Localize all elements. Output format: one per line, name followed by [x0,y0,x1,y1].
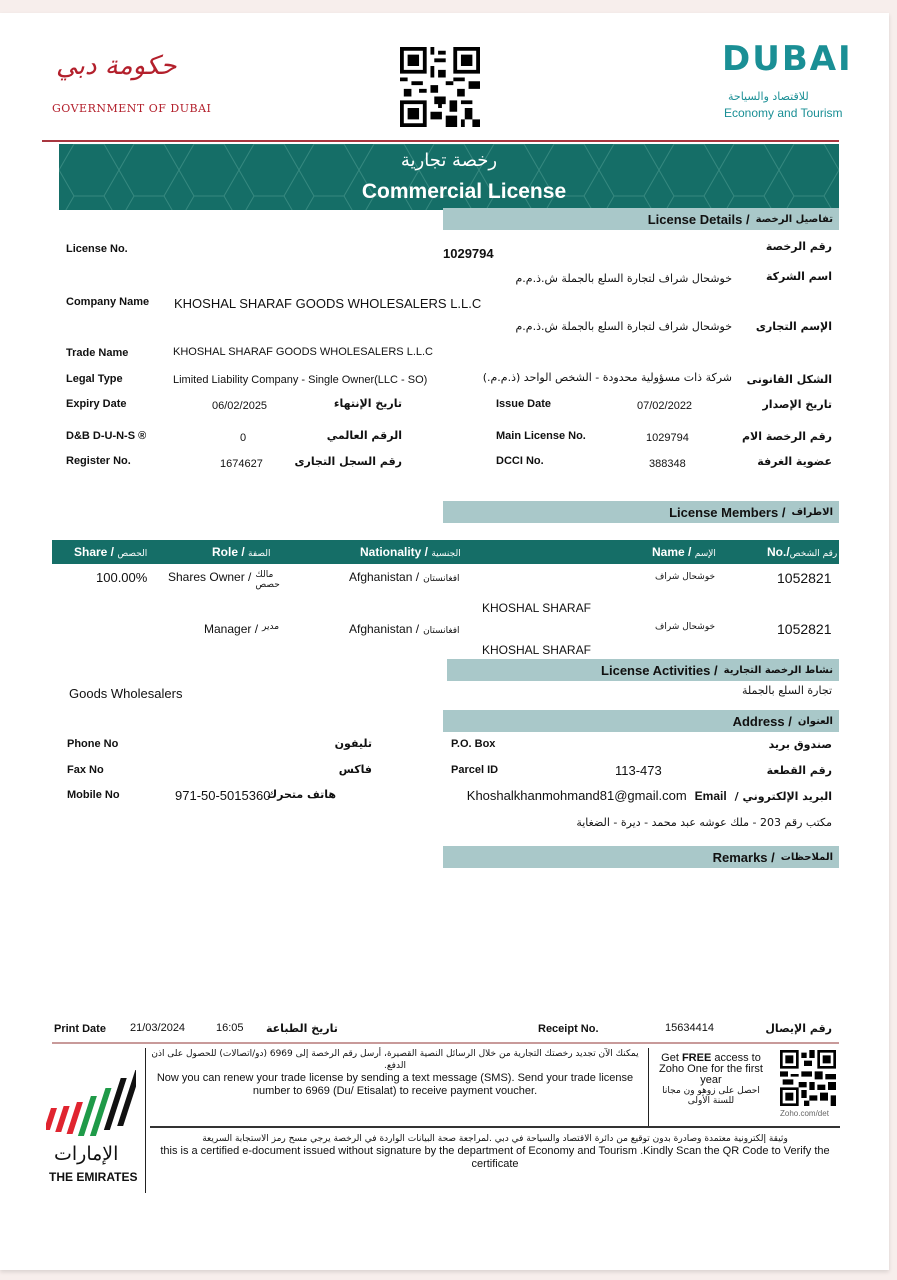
member-role [204,622,279,636]
section-license-activities [447,659,839,681]
trade-name-label-ar: الإسم التجارى [755,320,832,333]
dcci-no-value: 388348 [649,458,686,470]
main-license-no-label-ar: رقم الرخصة الام [741,430,832,443]
receipt-no-label: Receipt No. [538,1023,599,1035]
main-license-no-label: Main License No. [496,430,586,442]
expiry-date-label-ar: تاريخ الإنتهاء [333,397,402,410]
member-role-en: Manager / [204,622,259,636]
certificate-notice-ar: وثيقة إلكترونية معتمدة وصادرة بدون توقيع من دائرة الاقتصاد والسياحة في دبي .لمراجعة صحة البيانات الواردة في الرخصة يرجي مسح رمز الاستجابة السريعة [202,1134,788,1144]
section-label-ar: الاطراف [791,506,833,518]
section-label-en: License Members / [669,504,786,520]
member-nationality-en: Afghanistan / [349,622,420,636]
duns-label-ar: الرقم العالمي [326,429,402,442]
emirates-logo-arabic: الإمارات [54,1143,119,1165]
certificate-notice [150,1133,840,1171]
col-no: No./رقم الشخص [767,545,838,559]
member-name-en: KHOSHAL SHARAF [482,601,591,615]
email-label: Email [694,789,727,803]
full-address-ar: مكتب رقم 203 - ملك عوشه عبد محمد - ديرة - الضغاية [576,816,832,829]
commercial-license-document [0,13,889,1270]
section-label-ar: نشاط الرخصة التجارية [723,664,833,676]
col-role: Role / الصفة [212,545,271,559]
member-name-en: KHOSHAL SHARAF [482,643,591,657]
print-date-label: Print Date [54,1023,106,1035]
section-label-ar: تفاصيل الرخصة [755,213,833,225]
dcci-no-label-ar: عضوية الغرفة [757,455,832,468]
parcel-id-value: 113-473 [615,763,662,778]
section-label-ar: الملاحظات [780,851,833,863]
trade-name-label: Trade Name [66,347,129,359]
emirates-logo-english: THE EMIRATES [49,1170,138,1184]
member-name-ar: خوشحال شراف [655,572,716,582]
legal-type-ar: شركة ذات مسؤولية محدودة - الشخص الواحد (ذ.م.م.) [482,371,732,384]
legal-type-label-ar: الشكل القانونى [746,373,832,386]
government-of-dubai-logo-text: GOVERNMENT OF DUBAI [52,102,212,115]
email-row [467,788,832,803]
footer-horizontal-divider [150,1126,840,1128]
member-nationality [349,622,460,636]
register-no-label-ar: رقم السجل التجارى [294,455,402,468]
company-name-ar: خوشحال شراف لتجارة السلع بالجملة ش.ذ.م.م [515,272,732,285]
zoho-promo[interactable]: Get FREE access to Zoho One for the first year احصل على زوهو ون مجانا للسنة الأولى [652,1053,770,1106]
title-arabic: رخصة تجارية [400,150,498,171]
section-label-en: License Activities / [601,662,718,678]
fax-label: Fax No [67,764,104,776]
emirates-logo-icon [46,1068,136,1148]
zoho-qr-code-icon[interactable] [778,1050,838,1106]
section-label-en: Address / [732,713,792,729]
footer-vertical-divider [145,1048,146,1193]
zoho-link[interactable]: Zoho.com/det [780,1109,829,1118]
sms-renewal-notice [150,1048,640,1098]
section-label-en: License Details / [647,211,750,227]
member-role-ar: مالك [255,570,274,580]
phone-label-ar: تليفون [334,737,372,750]
section-label-ar: العنوان [797,715,833,727]
member-role [168,570,280,590]
member-nationality-en: Afghanistan / [349,570,420,584]
zoho-promo-ar: احصل على زوهو ون مجانا للسنة الأولى [662,1086,760,1106]
po-box-label-ar: صندوق بريد [768,738,832,751]
email-label-ar: البريد الإلكتروني / [734,790,832,803]
expiry-date-value: 06/02/2025 [212,400,268,412]
print-time-value: 16:05 [216,1022,244,1034]
print-date-value: 21/03/2024 [130,1022,186,1034]
sms-notice-ar: يمكنك الآن تجديد رخصتك التجارية من خلال الرسائل النصية القصيرة، أرسل رقم الرخصة إلى 6969 (دو/اتصالات) للحصول على اذن الدفع. [151,1049,639,1071]
main-license-no-value: 1029794 [646,432,689,444]
parcel-id-label: Parcel ID [451,764,499,776]
receipt-no-label-ar: رقم الإيصال [765,1022,832,1035]
member-nationality [349,570,460,584]
member-role-en: Shares Owner / [168,570,252,584]
zoho-divider [648,1048,649,1128]
sms-notice-en: Now you can renew your trade license by sending a text message (SMS). Send your trade license number to 6969 (Du/ Etisalat) to receive payment voucher. [156,1072,634,1097]
member-role-ar: مدير [262,622,280,632]
email-value[interactable]: Khoshalkhanmohmand81@gmail.com [466,788,687,803]
section-license-details [443,208,839,230]
government-of-dubai-logo-arabic: حكومة دبي [56,51,177,81]
issue-date-label: Issue Date [496,398,552,410]
phone-label: Phone No [67,738,119,750]
legal-type-value: Limited Liability Company - Single Owner(LLC - SO) [173,374,428,386]
register-no-label: Register No. [66,455,131,467]
section-label-en: Remarks / [712,849,775,865]
mobile-label: Mobile No [67,789,120,801]
po-box-label: P.O. Box [451,738,496,750]
fax-label-ar: فاكس [338,763,372,776]
print-date-label-ar: تاريخ الطباعة [266,1022,338,1035]
dcci-no-label: DCCI No. [496,455,544,467]
issue-date-label-ar: تاريخ الإصدار [762,398,832,411]
member-name-ar: خوشحال شراف [655,622,716,632]
license-no-label-ar: رقم الرخصة [765,240,832,253]
receipt-no-value: 15634414 [665,1022,714,1034]
section-license-members [443,501,839,523]
company-name-value: KHOSHAL SHARAF GOODS WHOLESALERS L.L.C [174,296,482,311]
member-role-ar-2: حصص [255,580,280,590]
company-name-label-ar: اسم الشركة [765,270,832,283]
member-no: 1052821 [777,570,832,586]
issue-date-value: 07/02/2022 [637,400,693,412]
col-name: Name / الإسم [652,545,716,559]
duns-value: 0 [240,432,247,444]
member-nationality-ar: افغانستان [423,626,460,636]
footer-divider [52,1042,839,1044]
mobile-value: 971-50-5015360 [175,788,271,803]
title-english: Commercial License [361,180,567,203]
expiry-date-label: Expiry Date [66,398,127,410]
member-share: 100.00% [96,570,148,585]
trade-name-ar: خوشحال شراف لتجارة السلع بالجملة ش.ذ.م.م [515,320,732,333]
parcel-id-label-ar: رقم القطعة [766,764,832,777]
activity-ar: تجارة السلع بالجملة [741,684,832,697]
license-no-label: License No. [66,243,128,255]
section-remarks [443,846,839,868]
legal-type-label: Legal Type [66,373,123,385]
det-logo-arabic: للاقتصاد والسياحة [728,90,809,103]
member-nationality-ar: افغانستان [423,574,460,584]
dubai-logo: DUBAI [722,39,853,79]
col-share: Share / الحصص [74,545,148,559]
col-nationality: Nationality / الجنسية [360,545,461,559]
section-address [443,710,839,732]
title-banner [59,144,839,210]
certificate-notice-en: this is a certified e-document issued without signature by the department of Economy and Tourism .Kindly Scan the QR Code to Verify the certificate [160,1145,830,1170]
register-no-value: 1674627 [220,458,263,470]
det-logo-english: Economy and Tourism [724,106,843,120]
company-name-label: Company Name [66,296,150,308]
mobile-label-ar: هاتف متحرك [267,788,336,801]
license-no-value: 1029794 [443,246,494,261]
members-table-header [52,540,839,564]
header-divider [42,140,839,142]
trade-name-value: KHOSHAL SHARAF GOODS WHOLESALERS L.L.C [173,346,433,358]
duns-label: D&B D-U-N-S ® [66,430,147,442]
member-no: 1052821 [777,621,832,637]
activity-en: Goods Wholesalers [69,686,183,701]
qr-code-icon [400,47,480,127]
